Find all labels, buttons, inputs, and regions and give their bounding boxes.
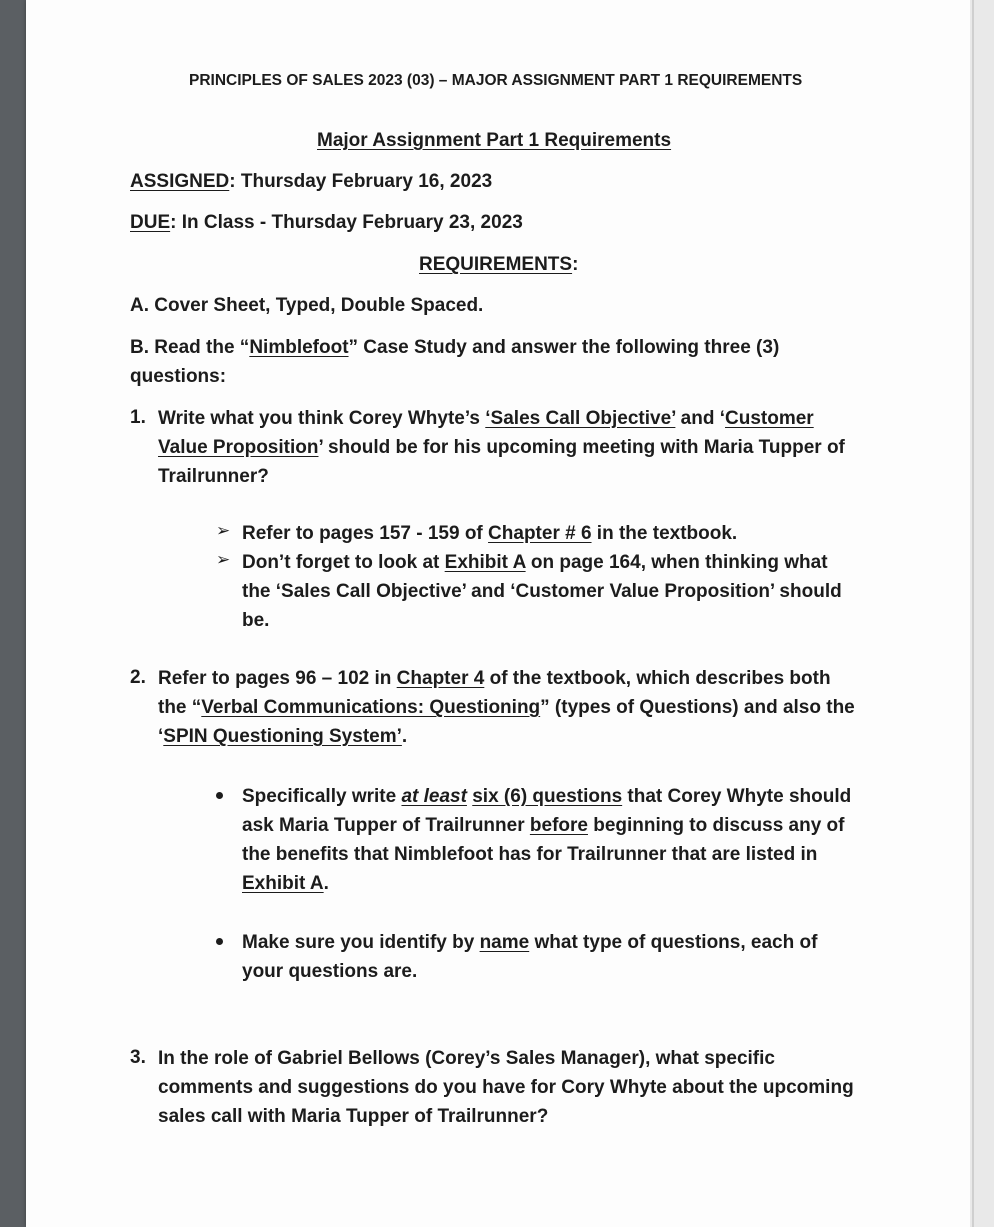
q2-bullet-1-line-3: the benefits that Nimblefoot has for Trailrunner that are listed in <box>242 844 818 865</box>
q1-bullet-2-line-3: be. <box>242 610 270 631</box>
name-emphasis: name <box>479 932 530 953</box>
question-3-line-1: In the role of Gabriel Bellows (Corey’s Sales Manager), what specific <box>158 1048 775 1069</box>
question-2-line-2 <box>158 693 855 722</box>
bullet-text: Make sure you identify by <box>242 932 480 953</box>
q1-bullet-1 <box>242 519 737 548</box>
chapter-6-ref: Chapter # 6 <box>488 523 592 544</box>
nimblefoot-link-text: Nimblefoot <box>249 337 349 358</box>
bullet-dot-icon <box>216 938 223 945</box>
q1-bullet-2-line-1 <box>242 548 828 577</box>
assigned-line <box>130 167 492 196</box>
adjacent-page-edge <box>970 0 994 1227</box>
question-3-number: 3. <box>130 1047 146 1068</box>
requirements-colon: : <box>572 254 579 275</box>
bullet-text: that Corey Whyte should <box>622 786 852 807</box>
due-line <box>130 208 523 237</box>
document-header: PRINCIPLES OF SALES 2023 (03) – MAJOR ASSIGNMENT PART 1 REQUIREMENTS <box>189 72 803 89</box>
bullet-dot-icon <box>216 792 223 799</box>
question-1-line-2 <box>158 433 845 462</box>
item-b-line-2: questions: <box>130 366 227 387</box>
bullet-text: on page 164, when thinking what <box>525 552 828 573</box>
q2-text: the “ <box>158 697 202 718</box>
question-1-number: 1. <box>130 407 146 428</box>
question-2-line-1 <box>158 664 831 693</box>
bullet-text: ask Maria Tupper of Trailrunner <box>242 815 530 836</box>
bullet-text: Don’t forget to look at <box>242 552 445 573</box>
question-2-number: 2. <box>130 667 146 688</box>
value-proposition-term: Value Proposition <box>158 437 319 458</box>
q1-text: and ‘ <box>675 408 726 429</box>
verbal-communications-ref: Verbal Communications: Questioning <box>201 697 541 718</box>
q1-text: ’ should be for his upcoming meeting with Maria Tupper of <box>318 437 845 458</box>
item-b-text: ” Case Study and answer the following three (3) <box>348 337 780 358</box>
bullet-text: what type of questions, each of <box>529 932 818 953</box>
chapter-4-ref: Chapter 4 <box>396 668 485 689</box>
q2-text: Refer to pages 96 – 102 in <box>158 668 397 689</box>
q2-bullet-1-line-4 <box>242 869 329 898</box>
q2-text: of the textbook, which describes both <box>484 668 831 689</box>
six-questions-emphasis: six (6) questions <box>472 786 623 807</box>
due-label: DUE <box>130 212 171 233</box>
assigned-label: ASSIGNED <box>130 171 230 192</box>
bullet-text: Refer to pages 157 - 159 of <box>242 523 489 544</box>
q2-bullet-2-line-1 <box>242 928 817 957</box>
question-3-line-3: sales call with Maria Tupper of Trailrunner? <box>158 1106 549 1127</box>
exhibit-a-ref: Exhibit A <box>242 873 324 894</box>
before-emphasis: before <box>529 815 588 836</box>
requirements-label: REQUIREMENTS <box>419 254 573 275</box>
item-b-line-1 <box>130 333 779 362</box>
arrow-bullet-icon: ➢ <box>216 550 231 569</box>
q1-bullet-2-line-2: the ‘Sales Call Objective’ and ‘Customer Value Proposition’ should <box>242 581 842 602</box>
bullet-text: beginning to discuss any of <box>587 815 845 836</box>
item-b-text: B. Read the “ <box>130 337 250 358</box>
question-1-line-3: Trailrunner? <box>158 466 269 487</box>
q2-text: . <box>401 726 408 747</box>
spin-system-ref: SPIN Questioning System’ <box>163 726 402 747</box>
q2-bullet-2-line-2: your questions are. <box>242 961 418 982</box>
q1-text: Write what you think Corey Whyte’s <box>158 408 486 429</box>
q2-text: ‘ <box>158 726 164 747</box>
exhibit-a-ref: Exhibit A <box>444 552 526 573</box>
question-2-line-3 <box>158 722 407 751</box>
q2-bullet-1-line-2 <box>242 811 845 840</box>
requirements-heading <box>419 250 578 279</box>
bullet-text: . <box>323 873 329 894</box>
item-a: A. Cover Sheet, Typed, Double Spaced. <box>130 295 484 316</box>
question-1-line-1 <box>158 404 814 433</box>
bullet-text: in the textbook. <box>591 523 738 544</box>
at-least-emphasis: at least <box>401 786 467 807</box>
q2-bullet-1-line-1 <box>242 782 851 811</box>
arrow-bullet-icon: ➢ <box>216 521 231 540</box>
document-title: Major Assignment Part 1 Requirements <box>317 130 672 151</box>
customer-term: Customer <box>725 408 814 429</box>
sales-call-objective-term: ‘Sales Call Objective’ <box>485 408 676 429</box>
assigned-date: : Thursday February 16, 2023 <box>229 171 493 192</box>
due-date: : In Class - Thursday February 23, 2023 <box>170 212 523 233</box>
q2-text: ” (types of Questions) and also the <box>540 697 855 718</box>
bullet-text: Specifically write <box>242 786 402 807</box>
question-3-line-2: comments and suggestions do you have for Cory Whyte about the upcoming <box>158 1077 854 1098</box>
